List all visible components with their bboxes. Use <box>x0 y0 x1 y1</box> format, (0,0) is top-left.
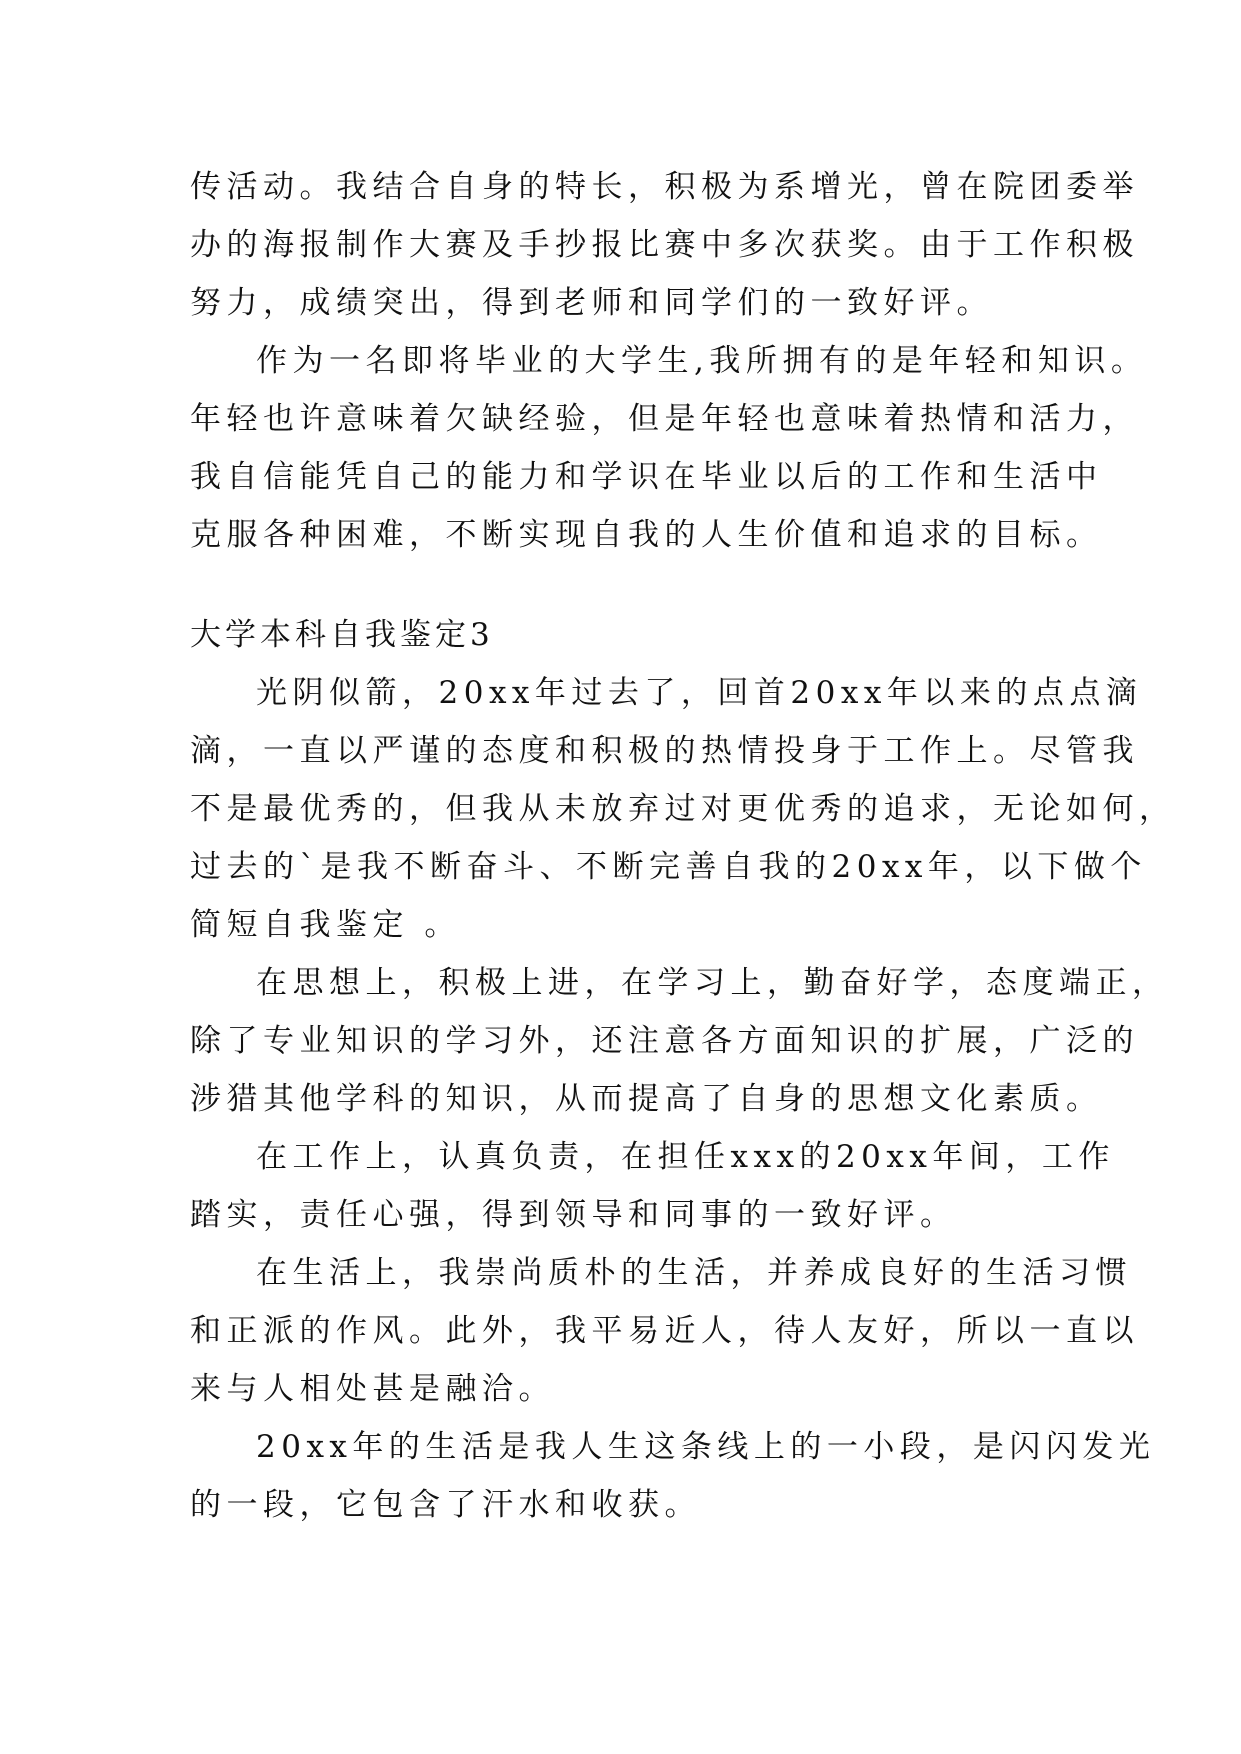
paragraph-line: 来与人相处甚是融洽。 <box>190 1371 555 1407</box>
paragraph-line: 涉猎其他学科的知识，从而提高了自身的思想文化素质。 <box>190 1081 1103 1117</box>
paragraph-line: 不是最优秀的，但我从未放弃过对更优秀的追求，无论如何， <box>190 791 1176 827</box>
paragraph-line: 作为一名即将毕业的大学生,我所拥有的是年轻和知识。 <box>256 343 1148 379</box>
section-spacer <box>190 564 1070 606</box>
paragraph-line: 年轻也许意味着欠缺经验，但是年轻也意味着热情和活力， <box>190 401 1139 437</box>
paragraph-line: 光阴似箭，20xx年过去了，回首20xx年以来的点点滴 <box>256 675 1143 711</box>
paragraph-line: 努力，成绩突出，得到老师和同学们的一致好评。 <box>190 285 993 321</box>
paragraph-line: 传活动。我结合自身的特长，积极为系增光，曾在院团委举 <box>190 169 1139 205</box>
paragraph-line: 20xx年的生活是我人生这条线上的一小段，是闪闪发光 <box>256 1429 1156 1465</box>
paragraph-line: 除了专业知识的学习外，还注意各方面知识的扩展，广泛的 <box>190 1023 1139 1059</box>
section-heading: 大学本科自我鉴定3 <box>190 617 494 653</box>
paragraph-line: 的一段，它包含了汗水和收获。 <box>190 1487 701 1523</box>
paragraph-line: 踏实，责任心强，得到领导和同事的一致好评。 <box>190 1197 957 1233</box>
paragraph-line: 和正派的作风。此外，我平易近人，待人友好，所以一直以 <box>190 1313 1139 1349</box>
paragraph-line: 在生活上，我崇尚质朴的生活，并养成良好的生活习惯 <box>256 1255 1132 1291</box>
paragraph-line: 克服各种困难，不断实现自我的人生价值和追求的目标。 <box>190 517 1103 553</box>
paragraph-line: 我自信能凭自己的能力和学识在毕业以后的工作和生活中 <box>190 459 1103 495</box>
paragraph-line: 办的海报制作大赛及手抄报比赛中多次获奖。由于工作积极 <box>190 227 1139 263</box>
paragraph-line: 简短自我鉴定 。 <box>190 907 461 943</box>
paragraph-line: 滴，一直以严谨的态度和积极的热情投身于工作上。尽管我 <box>190 733 1139 769</box>
paragraph-line: 在工作上，认真负责，在担任xxx的20xx年间，工作 <box>256 1139 1115 1175</box>
paragraph-line: 在思想上，积极上进，在学习上，勤奋好学，态度端正， <box>256 965 1169 1001</box>
paragraph-line: 过去的`是我不断奋斗、不断完善自我的20xx年，以下做个 <box>190 849 1147 885</box>
document-body <box>190 158 1176 1534</box>
